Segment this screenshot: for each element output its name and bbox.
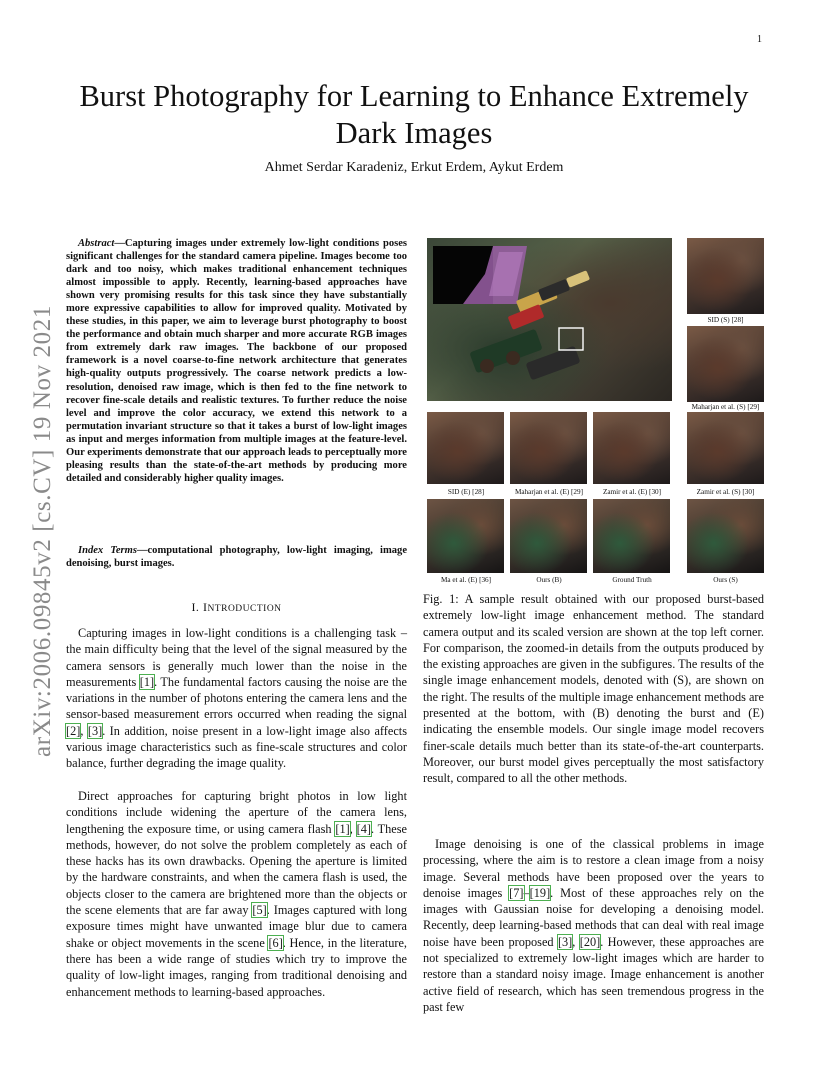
- crop-zamir-ensemble: [593, 412, 670, 484]
- figure-caption: Fig. 1: A sample result obtained with our proposed burst-based extremely low-light image enhancement method. The standard camera output and its scaled version are shown at the top left corner. For comparison, the zoomed-in details from the outputs produced by the existing approaches are given in the subfigures. The results of the single image enhancement models, denoted with (S), are shown on the right. The results of the multiple image enhancement methods are presented at the bottom, with (B) denoting the burst and (E) indicating the ensemble models. Our single image model recovers finer-scale details much better than its state-of-the-art counterparts. Moreover, our burst model gives perceptually the most satisfactory result, compared to all the other methods.: [423, 592, 764, 786]
- abstract-label: Abstract: [78, 238, 115, 249]
- crop-sid-single: [687, 238, 764, 314]
- right-column-paragraph: Image denoising is one of the classical problems in image processing, where the aim is to restore a clean image from a noisy image. Several methods have been proposed over the years to denoise images [7]–[19]. Most of these approaches rely on the images with Gaussian noise for developing a denoising model. Recently, deep learning-based methods that can deal with real image noise have been proposed [3], [20]. However, these approaches are not specialized to extremely low-light images which are harder to restore than a standard noisy image. Image enhancement is another active field of research, which has seen tremendous progress in the past few: [423, 837, 765, 1014]
- author-list: Ahmet Serdar Karadeniz, Erkut Erdem, Aykut Erdem: [264, 160, 564, 175]
- crop-zamir-single: [687, 412, 764, 484]
- sublabel-ground-truth: Ground Truth: [612, 576, 652, 584]
- main-scene-photo: [427, 238, 672, 401]
- index-terms: [66, 544, 407, 570]
- sublabel-ma-e: Ma et al. (E) [36]: [440, 576, 492, 584]
- citation-link[interactable]: [3]: [87, 723, 103, 738]
- sublabel-sid-e: SID (E) [28]: [447, 488, 485, 496]
- index-terms-text: —computational photography, low-light imaging, image denoising, burst images.: [66, 545, 407, 570]
- section-initial: I: [202, 600, 208, 614]
- section-heading-introduction: [66, 600, 407, 615]
- citation-link[interactable]: [4]: [356, 821, 371, 836]
- citation-link[interactable]: [1]: [335, 821, 350, 836]
- crop-ours-single: [687, 499, 764, 573]
- sublabel-zamir-s: Zamir et al. (S) [30]: [696, 488, 755, 496]
- crop-maharjan-single: [687, 326, 764, 402]
- paper-title: Burst Photography for Learning to Enhance Extremely Dark Images: [79, 79, 749, 150]
- page-number: 1: [757, 34, 762, 45]
- crop-ours-burst: [510, 499, 587, 573]
- crop-maharjan-ensemble: [510, 412, 587, 484]
- sublabel-ours-s: Ours (S): [713, 576, 738, 584]
- citation-link[interactable]: [5]: [252, 903, 267, 918]
- sublabel-maharjan-e: Maharjan et al. (E) [29]: [514, 488, 584, 496]
- section-number: I.: [191, 600, 203, 614]
- sublabel-maharjan-s: Maharjan et al. (S) [29]: [691, 403, 760, 411]
- citation-link[interactable]: [1]: [139, 674, 155, 689]
- crop-sid-ensemble: [427, 412, 504, 484]
- crop-ma-ensemble: [427, 499, 504, 573]
- citation-link[interactable]: [20]: [579, 934, 601, 949]
- sublabel-sid-s: SID (S) [28]: [707, 316, 744, 324]
- index-terms-label: Index Terms: [78, 545, 137, 556]
- intro-paragraph-1: Capturing images in low-light conditions is a challenging task – the main difficulty being that the level of the signal measured by the camera sensors is generally much lower than the noise in the measurements [1]. The fundamental factors causing the noise are the variations in the number of photons entering the camera lens and the sensor-based measurement errors occurred when reading the signal [2], [3]. In addition, noise present in a low-light image also affects various image characteristics such as fine-scale structures and color balance, further degrading the image quality.: [66, 626, 408, 771]
- abstract: [66, 237, 407, 485]
- intro-paragraph-2: Direct approaches for capturing bright photos in low light conditions include widening the aperture of the camera lens, lengthening the exposure time, or using camera flash [1], [4]. These methods, however, do not solve the problem completely as each of these hacks has its own drawbacks. Opening the aperture is limited by the hardware constraints, and when the camera flash is used, the objects closer to the camera are brightened more than the objects or the scene elements that are far away [5]. Images captured with long exposure times might have unwanted image blur due to camera shake or object movements in the scene [6]. Hence, in the literature, there has been a wide range of studies which try to improve the quality of low-light images, ranging from traditional denoising and enhancement methods to learning-based approaches.: [66, 789, 407, 999]
- citation-link[interactable]: [6]: [268, 935, 283, 950]
- citation-link[interactable]: [19]: [529, 885, 551, 900]
- arxiv-stamp[interactable]: arXiv:2006.09845v2 [cs.CV] 19 Nov 2021: [29, 305, 56, 757]
- citation-link[interactable]: [3]: [557, 934, 573, 949]
- scene-illustration: [427, 238, 672, 401]
- crop-ground-truth: [593, 499, 670, 573]
- citation-link[interactable]: [7]: [509, 885, 524, 900]
- sublabel-ours-b: Ours (B): [536, 576, 562, 584]
- abstract-text: —Capturing images under extremely low-light conditions poses significant challenges for the standard camera pipeline. Images become too dark and too noisy, which makes traditional enhancement techniques almost impossible to apply. Recently, learning-based approaches have shown very promising results for this task since they have substantially more expressive capabilities to allow for improved quality. Motivated by these studies, in this paper, we aim to leverage burst photography to boost the performance and obtain much sharper and more accurate RGB images from extremely dark raw images. The backbone of our proposed framework is a novel coarse-to-fine network architecture that generates high-quality outputs progressively. The coarse network predicts a low-resolution, denoised raw image, which is then fed to the fine network to recover fine-scale details and realistic textures. To further reduce the noise level and improve the color accuracy, we extend this network to a permutation invariant structure so that it takes a burst of low-light images as input and merges information from multiple images at the feature-level. Our experiments demonstrate that our approach leads to perceptually more pleasing results than the state-of-the-art methods by producing more detailed and considerably higher quality images.: [66, 238, 407, 484]
- section-title-rest: NTRODUCTION: [207, 604, 282, 614]
- citation-link[interactable]: [2]: [66, 723, 81, 738]
- sublabel-zamir-e: Zamir et al. (E) [30]: [602, 488, 662, 496]
